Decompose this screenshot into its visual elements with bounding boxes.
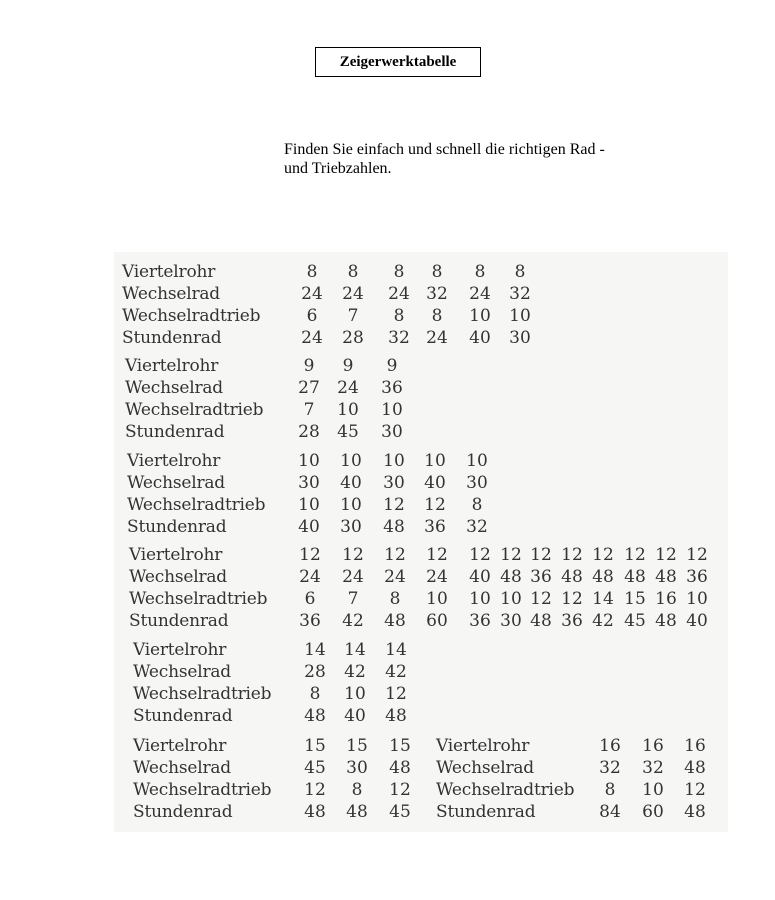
table-cell: 10 xyxy=(340,495,362,515)
table-cell: 8 xyxy=(604,780,616,800)
table-cell: 9 xyxy=(342,356,354,376)
row-label-wechselradtrieb: Wechselradtrieb xyxy=(125,400,264,420)
table-cell: 16 xyxy=(642,736,664,756)
row-label-wechselrad: Wechselrad xyxy=(133,758,231,778)
table-cell: 30 xyxy=(381,422,403,442)
table-cell: 30 xyxy=(298,473,320,493)
table-cell: 8 xyxy=(351,780,363,800)
row-label-wechselradtrieb: Wechselradtrieb xyxy=(129,589,268,609)
table-cell: 10 xyxy=(500,589,522,609)
table-cell: 10 xyxy=(340,451,362,471)
table-cell: 48 xyxy=(624,567,646,587)
table-cell: 8 xyxy=(431,262,443,282)
table-cell: 48 xyxy=(346,802,368,822)
table-cell: 14 xyxy=(344,640,366,660)
table-cell: 24 xyxy=(301,284,323,304)
table-cell: 10 xyxy=(298,451,320,471)
table-cell: 42 xyxy=(342,611,364,631)
table-cell: 48 xyxy=(655,567,677,587)
table-cell: 12 xyxy=(561,545,583,565)
table-cell: 45 xyxy=(624,611,646,631)
table-cell: 12 xyxy=(299,545,321,565)
row-label-stundenrad: Stundenrad xyxy=(127,517,227,537)
row-label-stundenrad: Stundenrad xyxy=(436,802,536,822)
table-cell: 8 xyxy=(471,495,483,515)
table-cell: 45 xyxy=(337,422,359,442)
table-cell: 6 xyxy=(306,306,318,326)
table-cell: 24 xyxy=(301,328,323,348)
table-cell: 40 xyxy=(424,473,446,493)
table-cell: 12 xyxy=(500,545,522,565)
table-cell: 36 xyxy=(469,611,491,631)
row-label-stundenrad: Stundenrad xyxy=(122,328,222,348)
row-label-viertelrohr: Viertelrohr xyxy=(129,545,223,565)
table-cell: 12 xyxy=(686,545,708,565)
table-cell: 24 xyxy=(342,567,364,587)
table-cell: 48 xyxy=(655,611,677,631)
table-cell: 12 xyxy=(304,780,326,800)
table-cell: 48 xyxy=(684,802,706,822)
table-cell: 10 xyxy=(509,306,531,326)
table-cell: 45 xyxy=(304,758,326,778)
table-cell: 45 xyxy=(389,802,411,822)
table-cell: 10 xyxy=(642,780,664,800)
table-cell: 48 xyxy=(561,567,583,587)
table-cell: 60 xyxy=(426,611,448,631)
table-cell: 30 xyxy=(340,517,362,537)
table-cell: 10 xyxy=(383,451,405,471)
table-cell: 10 xyxy=(469,589,491,609)
table-cell: 32 xyxy=(466,517,488,537)
row-label-viertelrohr: Viertelrohr xyxy=(125,356,219,376)
intro-line-2: und Triebzahlen. xyxy=(284,160,392,177)
intro-text xyxy=(284,140,624,178)
table-cell: 24 xyxy=(299,567,321,587)
table-cell: 36 xyxy=(686,567,708,587)
table-cell: 36 xyxy=(299,611,321,631)
table-cell: 32 xyxy=(599,758,621,778)
table-cell: 84 xyxy=(599,802,621,822)
table-cell: 10 xyxy=(466,451,488,471)
table-cell: 32 xyxy=(388,328,410,348)
table-cell: 15 xyxy=(389,736,411,756)
table-cell: 48 xyxy=(530,611,552,631)
table-cell: 10 xyxy=(424,451,446,471)
table-cell: 48 xyxy=(592,567,614,587)
row-label-wechselrad: Wechselrad xyxy=(122,284,220,304)
page-title: Zeigerwerktabelle xyxy=(315,47,481,77)
table-cell: 24 xyxy=(388,284,410,304)
table-cell: 42 xyxy=(385,662,407,682)
table-cell: 8 xyxy=(389,589,401,609)
row-label-viertelrohr: Viertelrohr xyxy=(133,640,227,660)
table-cell: 40 xyxy=(469,567,491,587)
table-cell: 16 xyxy=(684,736,706,756)
table-cell: 42 xyxy=(592,611,614,631)
table-cell: 14 xyxy=(385,640,407,660)
row-label-stundenrad: Stundenrad xyxy=(133,802,233,822)
row-label-wechselradtrieb: Wechselradtrieb xyxy=(436,780,575,800)
table-cell: 42 xyxy=(344,662,366,682)
table-cell: 12 xyxy=(469,545,491,565)
table-cell: 8 xyxy=(306,262,318,282)
table-cell: 40 xyxy=(298,517,320,537)
table-cell: 12 xyxy=(389,780,411,800)
table-cell: 30 xyxy=(500,611,522,631)
table-cell: 10 xyxy=(381,400,403,420)
table-cell: 32 xyxy=(642,758,664,778)
table-cell: 30 xyxy=(466,473,488,493)
table-cell: 8 xyxy=(347,262,359,282)
row-label-wechselradtrieb: Wechselradtrieb xyxy=(127,495,266,515)
table-cell: 12 xyxy=(530,589,552,609)
table-cell: 48 xyxy=(383,517,405,537)
table-cell: 30 xyxy=(383,473,405,493)
table-cell: 14 xyxy=(304,640,326,660)
table-cell: 8 xyxy=(393,306,405,326)
row-label-viertelrohr: Viertelrohr xyxy=(122,262,216,282)
intro-line-1: Finden Sie einfach und schnell die richtigen Rad - xyxy=(284,141,605,158)
row-label-wechselrad: Wechselrad xyxy=(436,758,534,778)
table-cell: 24 xyxy=(342,284,364,304)
table-cell: 32 xyxy=(426,284,448,304)
table-cell: 10 xyxy=(344,684,366,704)
table-cell: 8 xyxy=(309,684,321,704)
row-label-viertelrohr: Viertelrohr xyxy=(133,736,227,756)
table-cell: 10 xyxy=(337,400,359,420)
row-label-wechselrad: Wechselrad xyxy=(127,473,225,493)
table-cell: 27 xyxy=(298,378,320,398)
table-cell: 16 xyxy=(599,736,621,756)
row-label-wechselradtrieb: Wechselradtrieb xyxy=(133,684,272,704)
table-cell: 40 xyxy=(469,328,491,348)
table-cell: 28 xyxy=(342,328,364,348)
table-cell: 32 xyxy=(509,284,531,304)
table-cell: 12 xyxy=(592,545,614,565)
table-cell: 12 xyxy=(624,545,646,565)
table-cell: 40 xyxy=(686,611,708,631)
table-cell: 48 xyxy=(304,802,326,822)
table-cell: 7 xyxy=(347,589,359,609)
table-cell: 48 xyxy=(500,567,522,587)
table-cell: 12 xyxy=(384,545,406,565)
row-label-stundenrad: Stundenrad xyxy=(125,422,225,442)
table-cell: 48 xyxy=(304,706,326,726)
table-cell: 12 xyxy=(561,589,583,609)
table-cell: 7 xyxy=(347,306,359,326)
table-cell: 24 xyxy=(469,284,491,304)
table-cell: 10 xyxy=(298,495,320,515)
row-label-stundenrad: Stundenrad xyxy=(129,611,229,631)
row-label-wechselrad: Wechselrad xyxy=(129,567,227,587)
row-label-stundenrad: Stundenrad xyxy=(133,706,233,726)
table-cell: 12 xyxy=(530,545,552,565)
table-cell: 24 xyxy=(426,567,448,587)
table-cell: 28 xyxy=(304,662,326,682)
table-cell: 36 xyxy=(381,378,403,398)
row-label-viertelrohr: Viertelrohr xyxy=(436,736,530,756)
table-cell: 30 xyxy=(346,758,368,778)
table-cell: 24 xyxy=(426,328,448,348)
gear-table-scan xyxy=(114,252,728,832)
table-cell: 40 xyxy=(344,706,366,726)
table-cell: 40 xyxy=(340,473,362,493)
row-label-wechselrad: Wechselrad xyxy=(125,378,223,398)
table-cell: 28 xyxy=(298,422,320,442)
table-cell: 12 xyxy=(684,780,706,800)
table-cell: 24 xyxy=(337,378,359,398)
table-cell: 36 xyxy=(561,611,583,631)
table-cell: 14 xyxy=(592,589,614,609)
row-label-viertelrohr: Viertelrohr xyxy=(127,451,221,471)
table-cell: 15 xyxy=(624,589,646,609)
table-cell: 7 xyxy=(303,400,315,420)
table-cell: 8 xyxy=(474,262,486,282)
row-label-wechselradtrieb: Wechselradtrieb xyxy=(122,306,261,326)
table-cell: 16 xyxy=(655,589,677,609)
table-cell: 10 xyxy=(469,306,491,326)
table-cell: 8 xyxy=(431,306,443,326)
row-label-wechselradtrieb: Wechselradtrieb xyxy=(133,780,272,800)
table-cell: 36 xyxy=(530,567,552,587)
table-cell: 12 xyxy=(655,545,677,565)
table-cell: 10 xyxy=(426,589,448,609)
table-cell: 48 xyxy=(684,758,706,778)
table-cell: 48 xyxy=(384,611,406,631)
table-cell: 9 xyxy=(386,356,398,376)
table-cell: 12 xyxy=(426,545,448,565)
table-cell: 12 xyxy=(342,545,364,565)
table-cell: 12 xyxy=(383,495,405,515)
table-cell: 10 xyxy=(686,589,708,609)
table-cell: 6 xyxy=(304,589,316,609)
table-cell: 48 xyxy=(385,706,407,726)
table-cell: 8 xyxy=(514,262,526,282)
table-cell: 15 xyxy=(304,736,326,756)
table-cell: 24 xyxy=(384,567,406,587)
table-cell: 48 xyxy=(389,758,411,778)
table-cell: 9 xyxy=(303,356,315,376)
table-cell: 12 xyxy=(385,684,407,704)
row-label-wechselrad: Wechselrad xyxy=(133,662,231,682)
table-cell: 36 xyxy=(424,517,446,537)
table-cell: 12 xyxy=(424,495,446,515)
table-cell: 8 xyxy=(393,262,405,282)
table-cell: 60 xyxy=(642,802,664,822)
table-cell: 30 xyxy=(509,328,531,348)
table-cell: 15 xyxy=(346,736,368,756)
